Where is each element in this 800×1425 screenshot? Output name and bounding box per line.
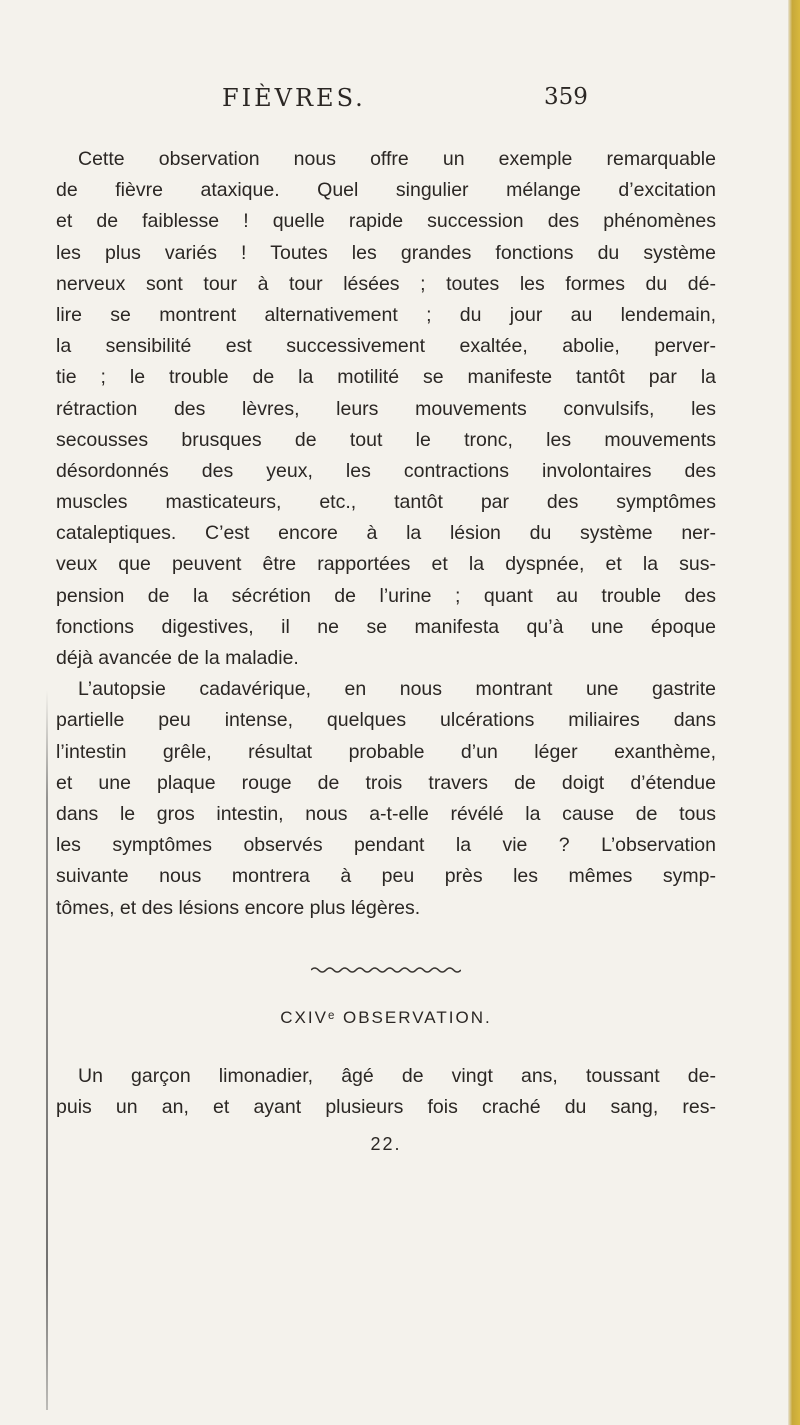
text-line: désordonnés des yeux, les contractions involontaires des bbox=[56, 459, 716, 482]
text-line: cataleptiques. C’est encore à la lésion du système ner- bbox=[56, 522, 716, 545]
text-line: tômes, et des lésions encore plus légères. bbox=[56, 896, 421, 919]
paragraph-2 bbox=[56, 674, 716, 924]
ornamental-divider bbox=[56, 958, 716, 982]
running-title: FIÈVRES. bbox=[222, 84, 366, 112]
text-line: Cette observation nous offre un exemple remarquable bbox=[78, 148, 716, 170]
text-line: Un garçon limonadier, âgé de vingt ans, toussant de- bbox=[78, 1064, 716, 1087]
text-line: L’autopsie cadavérique, en nous montrant une gastrite bbox=[78, 678, 716, 701]
text-line: lire se montrent alternativement ; du jour au lendemain, bbox=[56, 303, 716, 326]
signature-mark: 22. bbox=[370, 1134, 402, 1155]
text-line: fonctions digestives, il ne se manifesta qu’à une époque bbox=[56, 615, 716, 638]
text-line: nerveux sont tour à tour lésées ; toutes les formes du dé- bbox=[56, 272, 716, 295]
page-edge bbox=[788, 0, 800, 1425]
text-line: partielle peu intense, quelques ulcérations miliaires dans bbox=[56, 709, 716, 732]
text-line: les plus variés ! Toutes les grandes fonctions du système bbox=[56, 241, 716, 264]
text-line: les symptômes observés pendant la vie ? L’observation bbox=[56, 834, 716, 857]
text-line: tie ; le trouble de la motilité se manifeste tantôt par la bbox=[56, 366, 716, 389]
observation-heading: CXIVᵉ OBSERVATION. bbox=[280, 1007, 492, 1027]
text-line: dans le gros intestin, nous a-t-elle révélé la cause de tous bbox=[56, 802, 716, 825]
text-line: et de faiblesse ! quelle rapide succession des phénomènes bbox=[56, 210, 716, 233]
text-line: rétraction des lèvres, leurs mouvements convulsifs, les bbox=[56, 397, 716, 420]
text-line: suivante nous montrera à peu près les mêmes symp- bbox=[56, 865, 716, 888]
binding-gutter-shadow bbox=[46, 690, 48, 1410]
text-line: pension de la sécrétion de l’urine ; quant au trouble des bbox=[56, 584, 716, 607]
page-header bbox=[222, 84, 642, 118]
paragraph-1 bbox=[56, 144, 716, 674]
body-text bbox=[56, 144, 716, 1160]
text-line: de fièvre ataxique. Quel singulier mélange d’excitation bbox=[56, 179, 716, 202]
text-line: veux que peuvent être rapportées et la dyspnée, et la sus- bbox=[56, 553, 716, 576]
text-line: l’intestin grêle, résultat probable d’un léger exanthème, bbox=[56, 740, 716, 763]
text-line: puis un an, et ayant plusieurs fois craché du sang, res- bbox=[56, 1096, 716, 1119]
text-line: et une plaque rouge de trois travers de doigt d’étendue bbox=[56, 771, 716, 794]
text-line: muscles masticateurs, etc., tantôt par des symptômes bbox=[56, 491, 716, 514]
page-number: 359 bbox=[544, 84, 588, 110]
wavy-rule-icon bbox=[311, 965, 461, 975]
section-gap bbox=[56, 924, 716, 958]
text-line: déjà avancée de la maladie. bbox=[56, 647, 299, 669]
paragraph-3 bbox=[56, 1061, 716, 1123]
text-line: secousses brusques de tout le tronc, les mouvements bbox=[56, 428, 716, 451]
text-line: la sensibilité est successivement exaltée, abolie, perver- bbox=[56, 335, 716, 358]
